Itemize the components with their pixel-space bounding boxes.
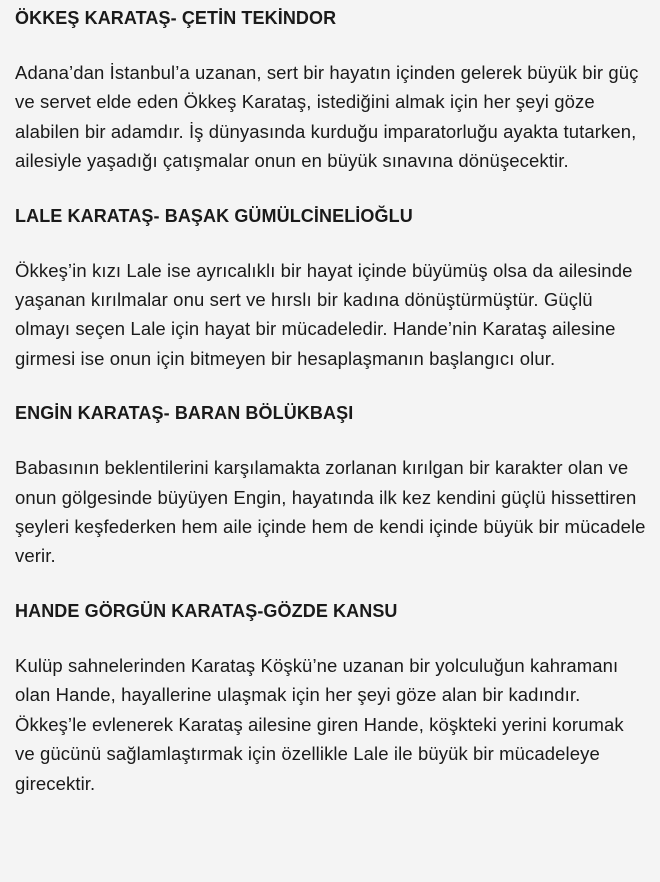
character-section-lale (15, 202, 648, 374)
character-section-okkes (15, 4, 648, 176)
character-description: Ökkeş’in kızı Lale ise ayrıcalıklı bir hayat içinde büyümüş olsa da ailesinde yaşanan kırılmalar onu sert ve hırslı bir kadına dönüştürmüştür. Güçlü olmayı seçen Lale için hayat bir mücadeledir. Hande’nin Karataş ailesine girmesi ise onun için bitmeyen bir hesaplaşmanın başlangıcı olur. (15, 259, 633, 369)
character-heading: LALE KARATAŞ- BAŞAK GÜMÜLCİNELİOĞLU (15, 205, 413, 226)
character-section-hande (15, 597, 648, 798)
character-description: Babasının beklentilerini karşılamakta zorlanan kırılgan bir karakter olan ve onun gölgesinde büyüyen Engin, hayatında ilk kez kendini güçlü hissettiren şeyleri keşfederken hem aile içinde hem de kendi içinde büyük bir mücadele verir. (15, 457, 646, 567)
character-description: Adana’dan İstanbul’a uzanan, sert bir hayatın içinden gelerek büyük bir güç ve servet elde eden Ökkeş Karataş, istediğini almak için her şeyi göze alabilen bir adamdır. İş dünyasında kurduğu imparatorluğu ayakta tutarken, ailesiyle yaşadığı çatışmalar onun en büyük sınavına dönüşecektir. (15, 62, 639, 172)
character-heading: ÖKKEŞ KARATAŞ- ÇETİN TEKİNDOR (15, 8, 337, 28)
character-heading: ENGİN KARATAŞ- BARAN BÖLÜKBAŞI (15, 403, 354, 424)
character-heading: HANDE GÖRGÜN KARATAŞ-GÖZDE KANSU (15, 600, 398, 621)
character-description: Kulüp sahnelerinden Karataş Köşkü’ne uzanan bir yolculuğun kahramanı olan Hande, hayallerine ulaşmak için her şeyi göze alan bir kadındır. Ökkeş’le evlenerek Karataş ailesine giren Hande, köşkteki yerini korumak ve gücünü sağlamlaştırmak için özellikle Lale ile büyük bir mücadeleye girecektir. (15, 654, 624, 794)
character-section-engin (15, 399, 648, 571)
